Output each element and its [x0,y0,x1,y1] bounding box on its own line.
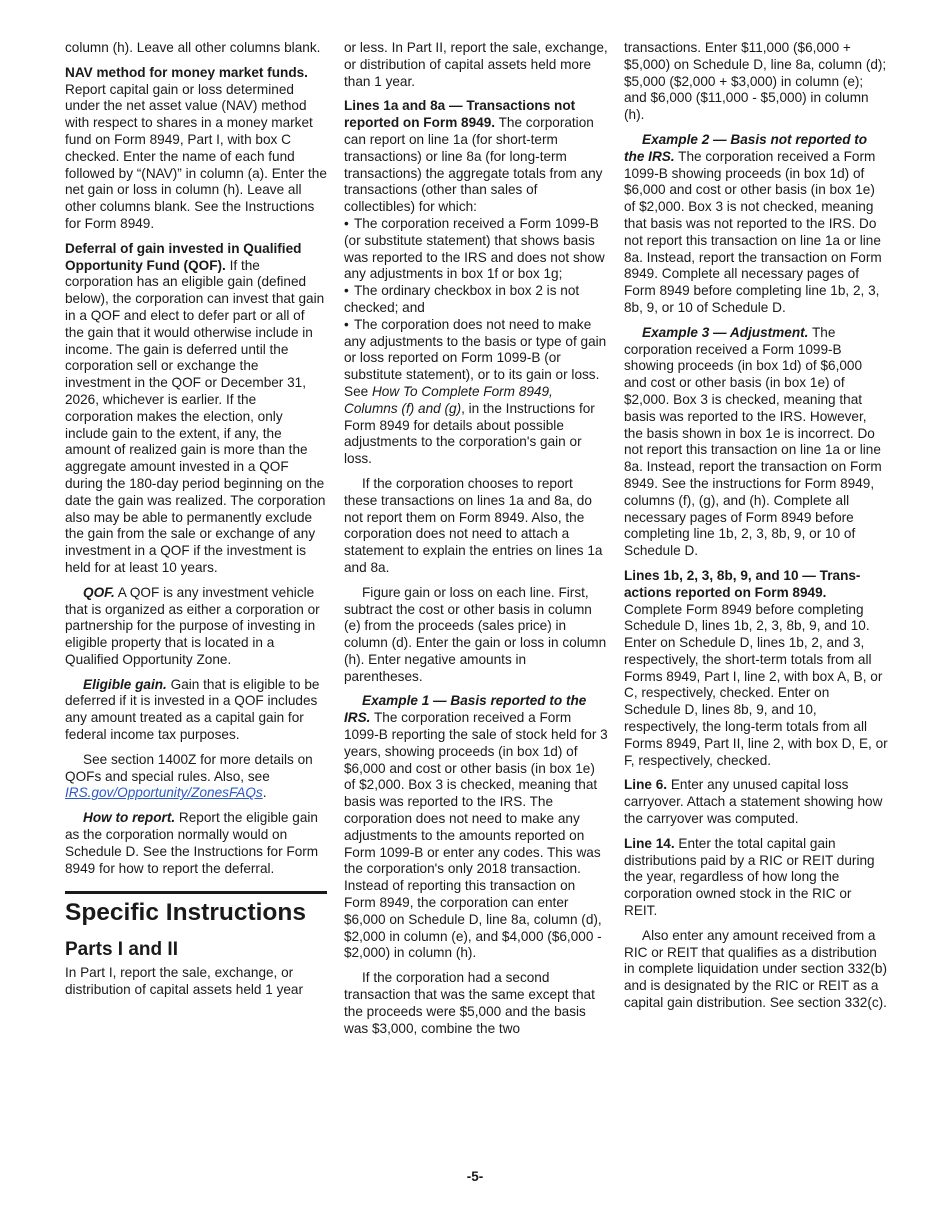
paragraph: or less. In Part II, report the sale, exchange, or distribution of capital assets held more than 1 year. [344,40,608,89]
list-item: • The ordinary checkbox in box 2 is not checked; and [344,283,580,315]
example-2-paragraph [624,132,888,317]
example-1-text: The corporation received a Form 1099-B reporting the sale of stock held for 3 years, showing proceeds (in box 1d) of $6,000 and cost or other basis (in box 1e) of $2,000. Box 3 is checked, meaning that basis was reported to the IRS. The corporation does not need to make any adjustments to the amounts reported on Form 1099-B or enter any codes. This was the corporation's only 2018 transaction. Instead of reporting this transaction on Form 8949, the corporation can enter $6,000 on Schedule D, line 8a, column (d), $2,000 in column (e), and $4,000 ($6,000 - $2,000) in column (h). [344,710,608,961]
paragraph: If the corporation chooses to report these transactions on lines 1a and 8a, do not report them on Form 8949. Also, the corporation does not need to attach a statement to explain the entries on lines 1a and 8a. [344,475,603,575]
paragraph: Also enter any amount received from a RIC or REIT that qualifies as a distribution in complete liquidation under section 332(b) and is designated by the RIC or REIT as a capital gain distribution. See section 332(c). [624,927,887,1011]
parts-paragraph: In Part I, report the sale, exchange, or distribution of capital assets held 1 year [65,965,304,998]
qof-definition-heading: QOF. [83,584,115,600]
lines-1a-8a-heading: Lines 1a and 8a — Transactions not reported on Form 8949. [344,98,576,131]
example-3-text: The corporation received a Form 1099-B showing proceeds (in box 1d) of $6,000 and cost or other basis (in box 1e) of $2,000. Box 3 is checked, meaning that basis was reported to the IRS. However, the basis shown in box 1e is incorrect. Do not report this transaction on line 1a or line 8a. Instead, report the transaction on Form 8949. See the instructions for Form 8949, columns (f), (g), and (h). Complete all necessary pages of Form 8949 before completing line 1b, 2, 3, 8b, 9, or 10 of Schedule D. [624,324,882,559]
example-1-heading: Example 1 — Basis reported to the IRS. [344,693,587,726]
parts-i-ii-title: Parts I and II [65,939,178,961]
specific-instructions-title: Specific Instructions [65,899,306,927]
bullet-icon: • [344,283,349,299]
column-2 [344,40,608,1045]
line-14-heading: Line 14. [624,835,675,851]
see-section-text: See section 1400Z for more details on QOFs and special rules. Also, see [65,751,313,784]
list-item: • The corporation does not need to make any adjustments to the basis or type of gain or loss reported on Form 1099-B (or substitute statement), or to its gain or loss. [344,316,607,383]
section-divider [65,891,327,894]
paragraph: Figure gain or loss on each line. First, subtract the cost or other basis in column (e) from the proceeds (sales price) in column (d). Enter the gain or loss in column (h). Enter negative amounts in parentheses. [344,584,607,684]
qof-deferral-text: If the corporation has an eligible gain (defined below), the corporation can invest that gain in a QOF and elect to defer part or all of the gain that it would otherwise include in income. The gain is deferred until the corporation sell or exchange the investment in the QOF or December 31, 2026, whichever is earlier. If the corporation makes the election, only include gain to the extent, if any, the amount of realized gain is more than the aggregate amount invested in a QOF during the 180-day period beginning on the date the gain was realized. The corporation also may be able to permanently exclude the gain from the sale or exchange of any investment in a QOF if the investment is held for at least 10 years. [65,257,326,575]
column-1 [65,40,327,1007]
period: . [262,785,267,801]
nav-method-heading: NAV method for money market funds. [65,64,308,80]
example-1-paragraph [344,693,608,962]
line-14-text: Enter the total capital gain distributions paid by a RIC or REIT during the year, regardless of how long the corporation owned stock in the RIC or REIT. [624,835,875,919]
bullet-icon: • [344,215,349,231]
lines-1b-10-text: Complete Form 8949 before completing Schedule D, lines 1b, 2, 3, 8b, 9, and 10. Enter on Schedule D, lines 1b, 2, and 3, respectively, the short-term totals from all Forms 8949, Part I, line 2, with box A, B, or C, respectively, checked. Enter on Schedule D, lines 8b, 9, and 10, respectively, the long-term totals from all Forms 8949, Part II, line 2, with box D, E, or F, respectively, checked. [624,601,888,768]
line-6-paragraph [624,777,888,827]
how-to-complete-reference: How To Complete Form 8949, Columns (f) and (g) [344,383,553,416]
nav-method-text: Report capital gain or loss determined under the net asset value (NAV) method with respect to shares in a money market fund on Form 8949, Part I, with box C checked. Enter the name of each fund followed by “(NAV)” in column (a). Enter the net gain or loss in column (h). Leave all other columns blank. See the Instructions for Form 8949. [65,81,327,231]
page-number: -5- [466,1169,484,1184]
qof-definition-paragraph [65,585,327,669]
column-3 [624,40,888,1020]
example-3-paragraph [624,325,888,560]
list-item: • The corporation received a Form 1099-B (or substitute statement) that shows basis was reported to the IRS and does not show any adjustments in box 1f or box 1g; [344,215,605,282]
qof-deferral-paragraph [65,241,327,577]
bullet-icon: • [344,316,349,332]
lines-1b-10-heading: Lines 1b, 2, 3, 8b, 9, and 10 — Trans-actions reported on Form 8949. [624,567,861,600]
line-6-heading: Line 6. [624,777,668,793]
qof-deferral-heading: Deferral of gain invested in Qualified Opportunity Fund (QOF). [65,240,302,273]
example-2-text: The corporation received a Form 1099-B showing proceeds (in box 1d) of $6,000 and cost or other basis (in box 1e) of $2,000. Box 3 is not checked, meaning that basis was not reported to the IRS. Do not report this transaction on line 1a or line 8a. Instead, report the transaction on Form 8949. Complete all necessary pages of Form 8949 before completing line 1b, 2, 3, 8b, 9, or 10 of Schedule D. [624,148,882,315]
see-how-to-paragraph: See How To Complete Form 8949, Columns (f) and (g), in the Instructions for Form 8949 for details about possible adjustments to the corporation's gain or loss. [344,383,595,467]
example-2-heading: Example 2 — Basis not reported to the IRS. [624,131,868,164]
eligible-gain-heading: Eligible gain. [83,676,167,692]
paragraph: transactions. Enter $11,000 ($6,000 + $5,000) on Schedule D, line 8a, column (d); $5,000 ($2,000 + $3,000) in column (e); and $6,000 ($11,000 - $5,000) in column (h). [624,40,887,123]
see-section-paragraph [65,752,327,802]
line-6-text: Enter any unused capital loss carryover. Attach a statement showing how the carryover was computed. [624,777,883,827]
lines-1a-8a-section [344,98,608,216]
lines-1b-10-paragraph [624,568,888,770]
example-3-heading: Example 3 — Adjustment. [642,324,809,340]
eligible-gain-text: Gain that is eligible to be deferred if it is invested in a QOF includes any amount treated as a capital gain for federal income tax purposes. [65,676,320,743]
how-to-report-paragraph [65,810,327,877]
lines-1a-8a-text: The corporation can report on line 1a (for short-term transactions) or line 8a (for long-term transactions) the aggregate totals from any transactions (other than sales of collectibles) for which: [344,115,603,215]
zones-faqs-link[interactable]: IRS.gov/Opportunity/ZonesFAQs [65,785,263,801]
nav-method-paragraph [65,65,327,233]
paragraph: column (h). Leave all other columns blank. [65,40,321,55]
eligible-gain-paragraph [65,677,327,744]
how-to-report-text: Report the eligible gain as the corporation normally would on Schedule D. See the Instructions for Form 8949 for how to report the deferral. [65,810,319,876]
line-14-paragraph [624,836,888,920]
how-to-report-heading: How to report. [83,810,176,826]
qof-definition-text: A QOF is any investment vehicle that is organized as either a corporation or partnership for the purpose of investing in eligible property that is located in a Qualified Opportunity Zone. [65,584,320,667]
paragraph: If the corporation had a second transaction that was the same except that the proceeds were $5,000 and the basis was $3,000, combine the two [344,970,595,1036]
